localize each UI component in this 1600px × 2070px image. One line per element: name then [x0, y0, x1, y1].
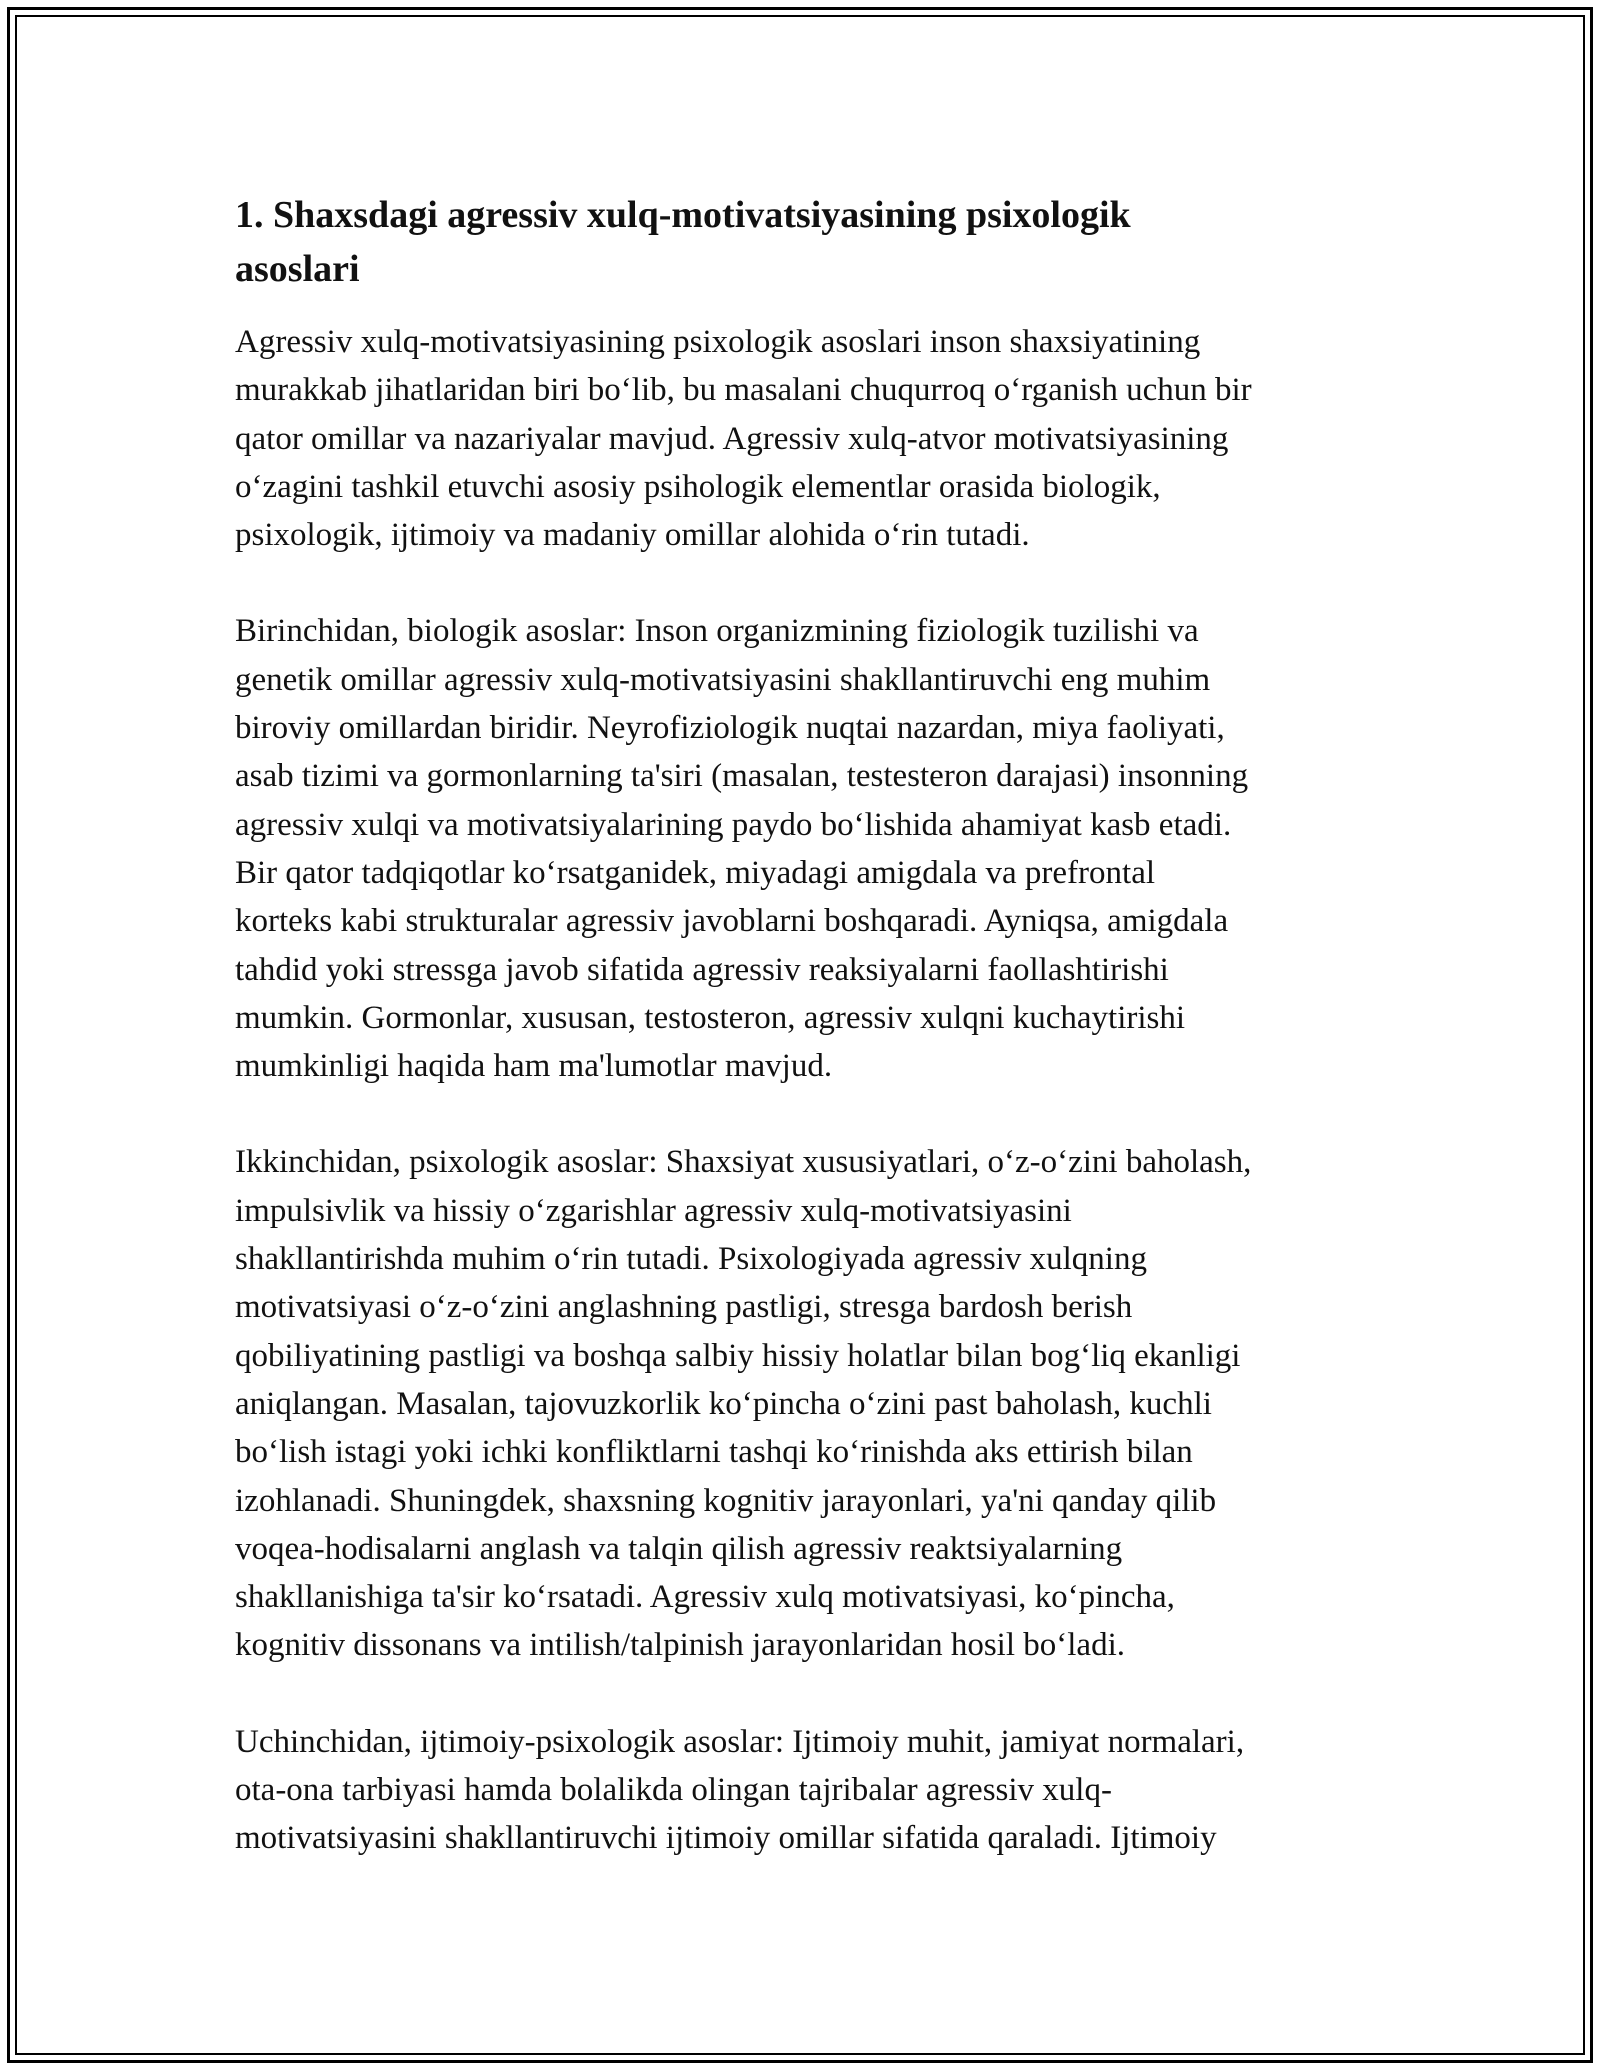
text-line: o‘zagini tashkil etuvchi asosiy psihologik elementlar orasida biologik,: [235, 468, 1161, 505]
text-line: kognitiv dissonans va intilish/talpinish jarayonlaridan hosil bo‘ladi.: [235, 1627, 1125, 1664]
text-line: impulsivlik va hissiy o‘zgarishlar agressiv xulq-motivatsiyasini: [235, 1192, 1072, 1229]
heading-line: asoslari: [235, 248, 360, 290]
text-line: shakllantirishda muhim o‘rin tutadi. Psixologiyada agressiv xulqning: [235, 1241, 1147, 1278]
text-line: agressiv xulqi va motivatsiyalarining paydo bo‘lishida ahamiyat kasb etadi.: [235, 806, 1232, 843]
text-line: Bir qator tadqiqotlar ko‘rsatganidek, miyadagi amigdala va prefrontal: [235, 854, 1156, 891]
section-heading: [235, 188, 1375, 296]
text-line: mumkin. Gormonlar, xususan, testosteron, agressiv xulqni kuchaytirishi: [235, 999, 1186, 1036]
text-line: murakkab jihatlaridan biri bo‘lib, bu masalani chuqurroq o‘rganish uchun bir: [235, 372, 1252, 409]
text-line: bo‘lish istagi yoki ichki konfliktlarni tashqi ko‘rinishda aks ettirish bilan: [235, 1434, 1193, 1471]
text-line: qobiliyatining pastligi va boshqa salbiy hissiy holatlar bilan bog‘liq ekanligi: [235, 1337, 1241, 1374]
text-line: motivatsiyasi o‘z-o‘zini anglashning pastligi, stresga bardosh berish: [235, 1289, 1133, 1326]
text-line: motivatsiyasini shakllantiruvchi ijtimoiy omillar sifatida qaraladi. Ijtimoiy: [235, 1820, 1217, 1857]
text-line: korteks kabi strukturalar agressiv javoblarni boshqaradi. Ayniqsa, amigdala: [235, 903, 1229, 940]
text-line: ota-ona tarbiyasi hamda bolalikda olingan tajribalar agressiv xulq-: [235, 1772, 1112, 1809]
text-line: voqea-hodisalarni anglash va talqin qilish agressiv reaktsiyalarning: [235, 1530, 1123, 1567]
text-line: psixologik, ijtimoiy va madaniy omillar alohida o‘rin tutadi.: [235, 517, 1030, 554]
paragraph-biological: [235, 607, 1375, 1090]
text-line: biroviy omillardan biridir. Neyrofiziologik nuqtai nazardan, miya faoliyati,: [235, 710, 1225, 747]
text-line: Ikkinchidan, psixologik asoslar: Shaxsiyat xususiyatlari, o‘z-o‘zini baholash,: [235, 1144, 1252, 1181]
document-body: [235, 188, 1375, 1911]
text-line: asab tizimi va gormonlarning ta'siri (masalan, testesteron darajasi) insonning: [235, 758, 1249, 795]
text-line: mumkinligi haqida ham ma'lumotlar mavjud.: [235, 1048, 833, 1085]
text-line: shakllanishiga ta'sir ko‘rsatadi. Agressiv xulq motivatsiyasi, ko‘pincha,: [235, 1579, 1175, 1616]
text-line: tahdid yoki stressga javob sifatida agressiv reaksiyalarni faollashtirishi: [235, 951, 1169, 988]
heading-line: 1. Shaxsdagi agressiv xulq-motivatsiyasining psixologik: [235, 194, 1131, 236]
text-line: Agressiv xulq-motivatsiyasining psixologik asoslari inson shaxsiyatining: [235, 324, 1201, 360]
text-line: Birinchidan, biologik asoslar: Inson organizmining fiziologik tuzilishi va: [235, 613, 1199, 650]
text-line: izohlanadi. Shuningdek, shaxsning kognitiv jarayonlari, ya'ni qanday qilib: [235, 1482, 1217, 1519]
paragraph-psychological: [235, 1138, 1375, 1669]
text-line: qator omillar va nazariyalar mavjud. Agressiv xulq-atvor motivatsiyasining: [235, 420, 1229, 457]
paragraph-intro: [235, 318, 1375, 559]
paragraph-social: [235, 1718, 1375, 1863]
text-line: Uchinchidan, ijtimoiy-psixologik asoslar: Ijtimoiy muhit, jamiyat normalari,: [235, 1723, 1245, 1760]
text-line: genetik omillar agressiv xulq-motivatsiyasini shakllantiruvchi eng muhim: [235, 661, 1211, 698]
text-line: aniqlangan. Masalan, tajovuzkorlik ko‘pincha o‘zini past baholash, kuchli: [235, 1385, 1212, 1422]
